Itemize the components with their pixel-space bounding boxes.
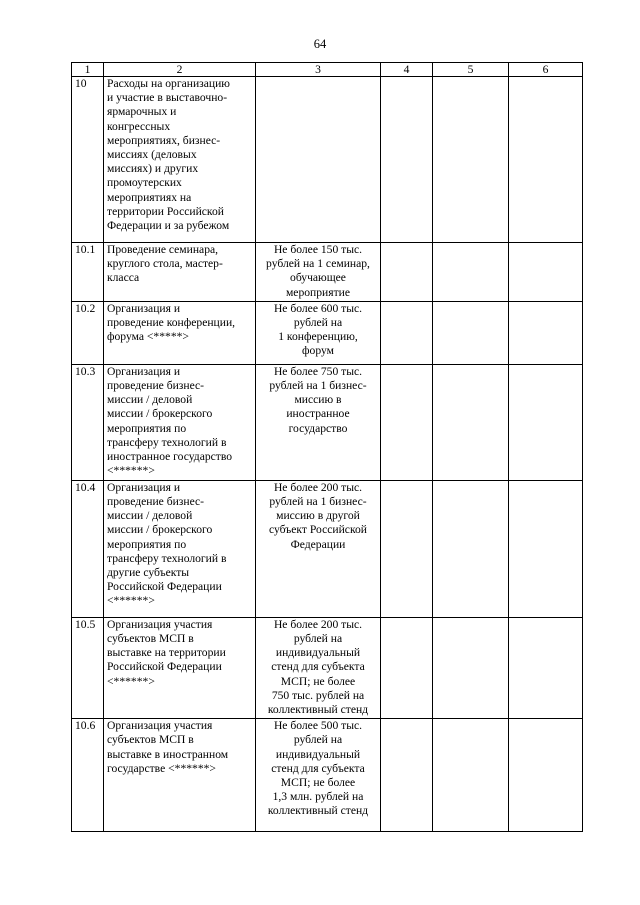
- empty-cell-5: [433, 77, 509, 243]
- header-cell: 3: [256, 63, 381, 77]
- empty-cell-5: [433, 480, 509, 617]
- expense-name-cell-text: Проведение семинара, круглого стола, мастер- класса: [107, 243, 223, 285]
- row-number-cell-text: 10.2: [75, 301, 96, 315]
- expense-name-cell: [104, 364, 256, 480]
- empty-cell-6: [509, 364, 583, 480]
- empty-cell-6: [509, 77, 583, 243]
- empty-cell-4: [381, 301, 433, 364]
- limit-cell: [256, 480, 381, 617]
- expense-name-cell: [104, 719, 256, 832]
- row-number-cell: [72, 364, 104, 480]
- empty-cell-5: [433, 617, 509, 718]
- table-row: [72, 243, 583, 302]
- empty-cell-4: [381, 719, 433, 832]
- limit-cell-text: Не более 150 тыс. рублей на 1 семинар, обучающее мероприятие: [266, 243, 370, 299]
- row-number-cell: [72, 480, 104, 617]
- row-number-cell-text: 10: [75, 77, 87, 90]
- expense-name-cell: [104, 243, 256, 302]
- header-cell: 2: [104, 63, 256, 77]
- empty-cell-4: [381, 77, 433, 243]
- table-row: [72, 301, 583, 364]
- limit-cell-text: Не более 200 тыс. рублей на индивидуальный стенд для субъекта МСП; не более 750 тыс. рублей на коллективный стенд: [267, 617, 369, 717]
- expense-name-cell-text: Организация и проведение конференции, форума <*****>: [107, 301, 236, 344]
- empty-cell-5: [433, 364, 509, 480]
- table-row: [72, 364, 583, 480]
- header-cell: 6: [509, 63, 583, 77]
- limit-cell: [256, 364, 381, 480]
- table-header-row: [72, 63, 583, 77]
- row-number-cell-text: 10.4: [75, 480, 96, 494]
- limit-cell-text: Не более 750 тыс. рублей на 1 бизнес- миссию в иностранное государство: [269, 364, 367, 435]
- row-number-cell: [72, 77, 104, 243]
- empty-cell-6: [509, 719, 583, 832]
- empty-cell-6: [509, 243, 583, 302]
- empty-cell-6: [509, 301, 583, 364]
- table-row: [72, 480, 583, 617]
- row-number-cell-text: 10.3: [75, 364, 96, 378]
- row-number-cell: [72, 243, 104, 302]
- row-number-cell: [72, 719, 104, 832]
- limit-cell: [256, 617, 381, 718]
- limit-cell-text: Не более 200 тыс. рублей на 1 бизнес- миссию в другой субъект Российской Федерации: [269, 480, 367, 551]
- expense-name-cell-text: Расходы на организацию и участие в выставочно- ярмарочных и конгрессных мероприятиях, бизнес- миссиях (деловых миссиях) и других промоутерских мероприятиях на территории Российской Федерации и за рубежом: [107, 77, 230, 233]
- empty-cell-4: [381, 617, 433, 718]
- row-number-cell: [72, 617, 104, 718]
- empty-cell-4: [381, 243, 433, 302]
- empty-cell-5: [433, 719, 509, 832]
- row-number-cell: [72, 301, 104, 364]
- expense-name-cell: [104, 617, 256, 718]
- expense-name-cell-text: Организация и проведение бизнес- миссии / деловой миссии / брокерского мероприятия по трансферу технологий в иностранное государство <******>: [107, 364, 233, 478]
- expense-name-cell: [104, 77, 256, 243]
- expense-name-cell-text: Организация и проведение бизнес- миссии / деловой миссии / брокерского мероприятия по трансферу технологий в другие субъекты Российской Федерации <******>: [107, 480, 227, 608]
- limit-cell-text: Не более 500 тыс. рублей на индивидуальный стенд для субъекта МСП; не более 1,3 млн. рублей на коллективный стенд: [267, 719, 369, 818]
- limit-cell: [256, 719, 381, 832]
- empty-cell-4: [381, 364, 433, 480]
- expense-name-cell: [104, 301, 256, 364]
- expense-name-cell-text: Организация участия субъектов МСП в выставке на территории Российской Федерации <******>: [107, 617, 226, 688]
- page-number: 64: [313, 37, 327, 51]
- empty-cell-4: [381, 480, 433, 617]
- row-number-cell-text: 10.1: [75, 243, 96, 256]
- empty-cell-5: [433, 243, 509, 302]
- empty-cell-6: [509, 617, 583, 718]
- expense-name-cell: [104, 480, 256, 617]
- header-cell: 5: [433, 63, 509, 77]
- limit-cell: [256, 243, 381, 302]
- expense-table: [71, 62, 583, 832]
- limit-cell: [256, 301, 381, 364]
- expense-name-cell-text: Организация участия субъектов МСП в выставке в иностранном государстве <******>: [107, 719, 229, 775]
- header-cell: 1: [72, 63, 104, 77]
- empty-cell-5: [433, 301, 509, 364]
- limit-cell-text: Не более 600 тыс. рублей на 1 конференцию, форум: [273, 301, 363, 358]
- empty-cell-6: [509, 480, 583, 617]
- header-cell: 4: [381, 63, 433, 77]
- table-row: [72, 77, 583, 243]
- table-row: [72, 719, 583, 832]
- row-number-cell-text: 10.6: [75, 719, 96, 733]
- table-row: [72, 617, 583, 718]
- limit-cell: [256, 77, 381, 243]
- row-number-cell-text: 10.5: [75, 617, 96, 631]
